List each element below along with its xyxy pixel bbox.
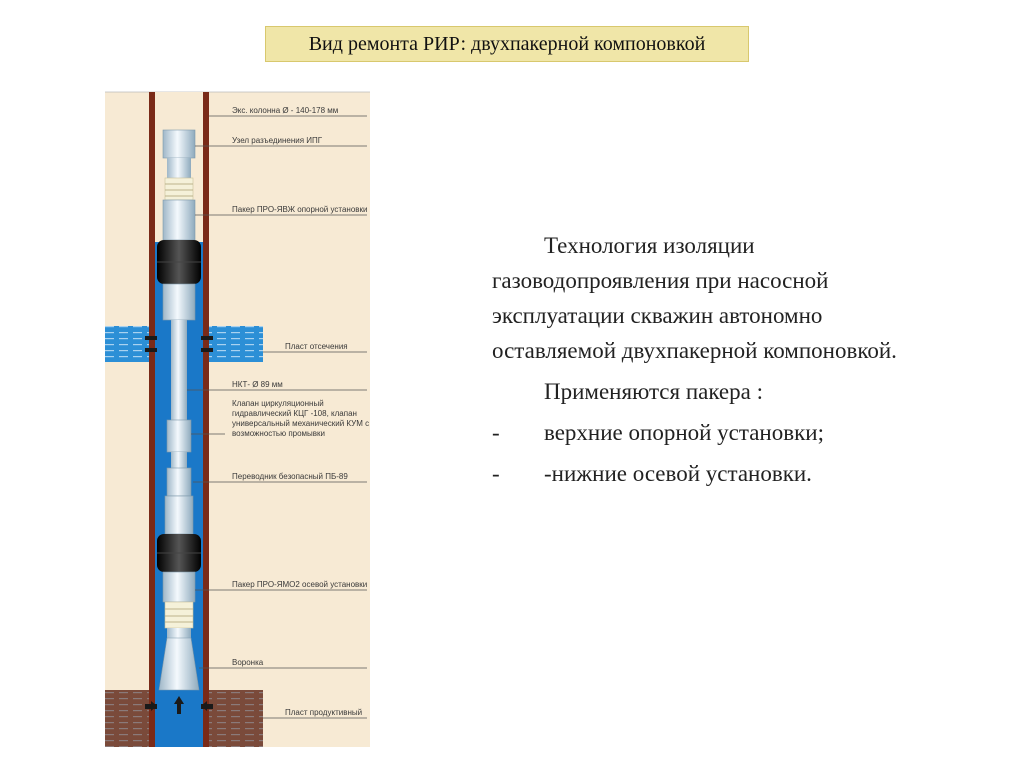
label-productive-layer: Пласт продуктивный: [285, 708, 363, 717]
description-text: [492, 228, 952, 491]
label-funnel: Воронка: [232, 658, 264, 667]
label-isolation-layer: Пласт отсечения: [285, 342, 348, 351]
casing-right-wall: [203, 92, 209, 747]
list-item-text: -нижние осевой установки.: [544, 461, 812, 486]
list-bullet: -: [492, 461, 500, 486]
packers-intro: Применяются пакера :: [544, 379, 763, 404]
label-tubing: НКТ- Ø 89 мм: [232, 380, 283, 389]
label-valve-line3: универсальный механический КУМ с: [232, 419, 370, 428]
label-valve-line4: возможностью промывки: [232, 429, 326, 438]
well-diagram: [105, 90, 370, 750]
list-item: [492, 415, 952, 450]
list-item-text: верхние опорной установки;: [544, 420, 824, 445]
tubing: [171, 320, 187, 420]
label-valve-line2: гидравлический КЦГ -108, клапан: [232, 409, 357, 418]
list-item: [492, 456, 952, 491]
label-valve-line1: Клапан циркуляционный: [232, 399, 324, 408]
slide-title-box: [265, 26, 749, 62]
list-bullet: -: [492, 420, 500, 445]
label-casing: Экс. колонна Ø - 140-178 мм: [232, 106, 339, 115]
label-lower-packer: Пакер ПРО-ЯМО2 осевой установки: [232, 580, 368, 589]
label-upper-packer: Пакер ПРО-ЯВЖ опорной установки: [232, 205, 368, 214]
label-sub: Переводник безопасный ПБ-89: [232, 472, 348, 481]
slide-title: Вид ремонта РИР: двухпакерной компоновкой: [308, 32, 706, 55]
label-release-unit: Узел разъединения ИПГ: [232, 136, 323, 145]
technology-paragraph: Технология изоляции газоводопроявления при насосной эксплуатации скважин автономно оставляемой двухпакерной компоновкой.: [492, 233, 897, 363]
casing-left-wall: [149, 92, 155, 747]
